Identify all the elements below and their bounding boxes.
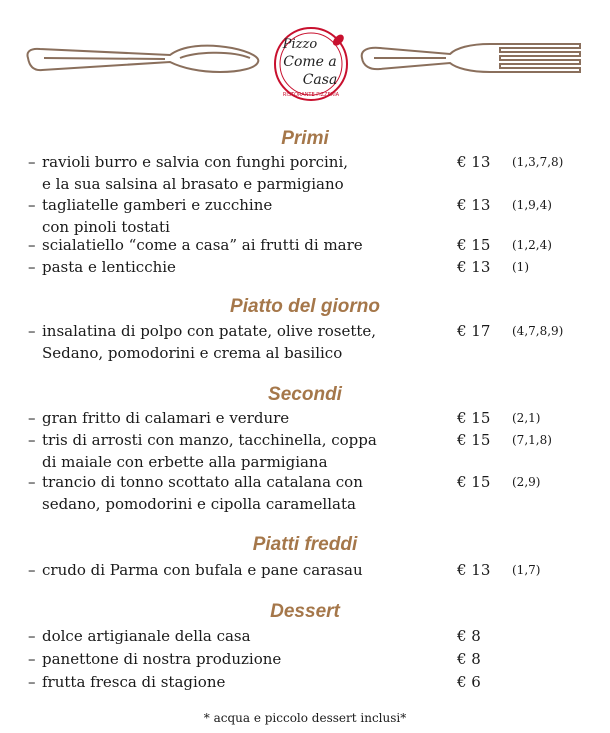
logo-line1: Pizzo (282, 37, 318, 52)
item-description: con pinoli tostati (42, 218, 170, 236)
item-dash: – (28, 258, 36, 276)
section-title: Piatto del giorno (230, 296, 380, 317)
logo-line3: Casa (302, 72, 338, 88)
item-description: ravioli burro e salvia con funghi porcini, (42, 153, 349, 171)
item-price: € 17 (457, 322, 491, 340)
menu-item (0, 234, 610, 256)
section-title: Piatti freddi (252, 534, 358, 555)
item-dash: – (28, 153, 36, 171)
item-dash: – (28, 650, 36, 668)
logo-ring-text: RISTORANTE PIZZERIA (282, 92, 340, 98)
item-dash: – (28, 673, 36, 691)
item-price: € 13 (457, 196, 491, 214)
item-description: tagliatelle gamberi e zucchine (42, 196, 273, 214)
item-dash: – (28, 561, 36, 579)
menu-item (0, 648, 610, 670)
menu-item-continuation (0, 451, 610, 473)
menu-item (0, 671, 610, 693)
item-description: tris di arrosti con manzo, tacchinella, coppa (42, 431, 377, 449)
item-price: € 13 (457, 258, 491, 276)
item-allergens: (7,1,8) (512, 433, 552, 447)
menu-item (0, 559, 610, 581)
item-description: insalatina di polpo con patate, olive rosette, (42, 322, 377, 340)
menu-item (0, 625, 610, 647)
item-allergens: (1,3,7,8) (512, 155, 564, 169)
item-allergens: (1,7) (512, 563, 541, 577)
item-price: € 13 (457, 153, 491, 171)
item-description: sedano, pomodorini e cipolla caramellata (42, 495, 356, 513)
item-dash: – (28, 431, 36, 449)
menu-item-continuation (0, 493, 610, 515)
menu-item (0, 151, 610, 173)
item-description: trancio di tonno scottato alla catalana con (42, 473, 363, 491)
item-description: pasta e lenticchie (42, 258, 176, 276)
restaurant-logo (275, 28, 347, 100)
header-artwork (0, 0, 610, 110)
menu-item (0, 429, 610, 451)
item-description: scialatiello “come a casa” ai frutti di mare (42, 236, 363, 254)
item-price: € 15 (457, 431, 491, 449)
item-price: € 15 (457, 409, 491, 427)
menu-item-continuation (0, 342, 610, 364)
item-description: dolce artigianale della casa (42, 627, 251, 645)
menu-item (0, 194, 610, 216)
item-allergens: (2,1) (512, 411, 541, 425)
item-price: € 15 (457, 236, 491, 254)
item-dash: – (28, 473, 36, 491)
item-dash: – (28, 409, 36, 427)
item-description: frutta fresca di stagione (42, 673, 226, 691)
item-description: gran fritto di calamari e verdure (42, 409, 290, 427)
item-allergens: (1) (512, 260, 529, 274)
menu-item (0, 471, 610, 493)
spoon-icon (28, 46, 259, 72)
item-allergens: (4,7,8,9) (512, 324, 564, 338)
logo-line2: Come a (283, 54, 337, 70)
item-price: € 8 (457, 650, 481, 668)
fork-icon (362, 44, 580, 72)
item-allergens: (1,2,4) (512, 238, 552, 252)
item-description: crudo di Parma con bufala e pane carasau (42, 561, 363, 579)
item-dash: – (28, 196, 36, 214)
item-price: € 6 (457, 673, 481, 691)
item-price: € 8 (457, 627, 481, 645)
section-title: Primi (281, 128, 329, 149)
item-dash: – (28, 627, 36, 645)
item-price: € 15 (457, 473, 491, 491)
menu-item-continuation (0, 173, 610, 195)
item-description: Sedano, pomodorini e crema al basilico (42, 344, 343, 362)
footnote: * acqua e piccolo dessert inclusi* (203, 711, 407, 725)
menu-header (0, 0, 610, 110)
item-description: di maiale con erbette alla parmigiana (42, 453, 328, 471)
menu-item (0, 407, 610, 429)
item-dash: – (28, 322, 36, 340)
item-price: € 13 (457, 561, 491, 579)
section-title: Secondi (268, 384, 342, 405)
menu-item (0, 320, 610, 342)
item-allergens: (2,9) (512, 475, 541, 489)
item-dash: – (28, 236, 36, 254)
item-description: e la sua salsina al brasato e parmigiano (42, 175, 344, 193)
item-allergens: (1,9,4) (512, 198, 552, 212)
menu-item (0, 256, 610, 278)
item-description: panettone di nostra produzione (42, 650, 282, 668)
section-title: Dessert (270, 601, 340, 622)
